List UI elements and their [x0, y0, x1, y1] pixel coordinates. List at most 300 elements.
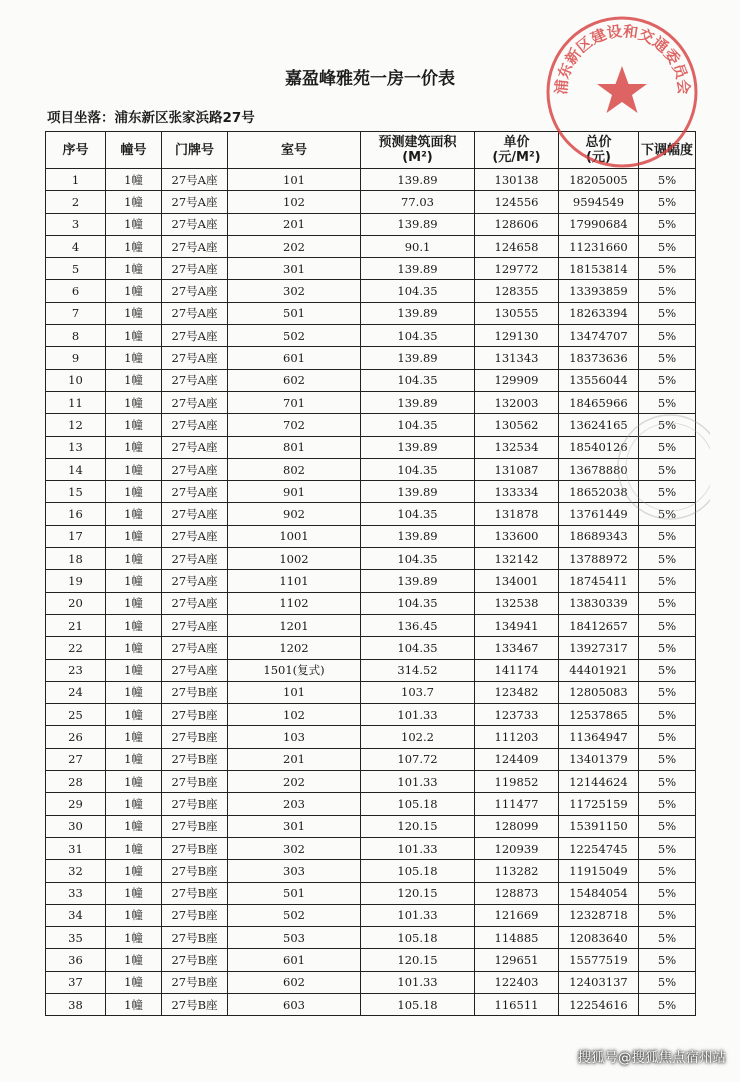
cell-building: 1幢: [106, 837, 162, 859]
cell-building: 1幢: [106, 347, 162, 369]
cell-total-price: 12537865: [559, 704, 639, 726]
cell-total-price: 18689343: [559, 525, 639, 547]
cell-door-number: 27号A座: [162, 414, 228, 436]
cell-index: 10: [46, 369, 106, 391]
cell-room: 1102: [228, 592, 361, 614]
cell-room: 802: [228, 458, 361, 480]
cell-index: 15: [46, 481, 106, 503]
cell-index: 25: [46, 704, 106, 726]
cell-index: 35: [46, 927, 106, 949]
cell-room: 501: [228, 882, 361, 904]
cell-total-price: 18652038: [559, 481, 639, 503]
table-row: [46, 704, 696, 726]
cell-unit-price: 128099: [475, 815, 559, 837]
cell-index: 29: [46, 793, 106, 815]
cell-unit-price: 128606: [475, 213, 559, 235]
cell-area: 120.15: [361, 815, 475, 837]
cell-index: 36: [46, 949, 106, 971]
cell-building: 1幢: [106, 458, 162, 480]
cell-discount: 5%: [639, 458, 696, 480]
cell-area: 101.33: [361, 971, 475, 993]
cell-area: 101.33: [361, 771, 475, 793]
cell-total-price: 13788972: [559, 548, 639, 570]
table-row: [46, 436, 696, 458]
cell-total-price: 12083640: [559, 927, 639, 949]
location-label: 项目坐落：: [47, 110, 115, 126]
cell-building: 1幢: [106, 793, 162, 815]
table-row: [46, 258, 696, 280]
table-row: [46, 213, 696, 235]
cell-total-price: 18205005: [559, 169, 639, 191]
cell-unit-price: 124658: [475, 235, 559, 257]
cell-index: 31: [46, 837, 106, 859]
cell-unit-price: 131087: [475, 458, 559, 480]
cell-door-number: 27号B座: [162, 927, 228, 949]
table-row: [46, 369, 696, 391]
table-row: [46, 971, 696, 993]
cell-room: 101: [228, 169, 361, 191]
cell-index: 23: [46, 659, 106, 681]
cell-unit-price: 131878: [475, 503, 559, 525]
cell-building: 1幢: [106, 726, 162, 748]
cell-building: 1幢: [106, 391, 162, 413]
cell-area: 139.89: [361, 570, 475, 592]
cell-building: 1幢: [106, 302, 162, 324]
cell-discount: 5%: [639, 748, 696, 770]
cell-building: 1幢: [106, 570, 162, 592]
cell-total-price: 18745411: [559, 570, 639, 592]
cell-discount: 5%: [639, 570, 696, 592]
table-row: [46, 637, 696, 659]
cell-unit-price: 129130: [475, 325, 559, 347]
table-row: [46, 837, 696, 859]
cell-unit-price: 132142: [475, 548, 559, 570]
cell-index: 24: [46, 681, 106, 703]
cell-area: 104.35: [361, 369, 475, 391]
cell-unit-price: 124556: [475, 191, 559, 213]
cell-index: 11: [46, 391, 106, 413]
table-row: [46, 993, 696, 1015]
table-row: [46, 882, 696, 904]
cell-door-number: 27号A座: [162, 191, 228, 213]
cell-index: 18: [46, 548, 106, 570]
cell-room: 502: [228, 904, 361, 926]
cell-total-price: 17990684: [559, 213, 639, 235]
header-total-price-unit: (元): [586, 150, 611, 165]
cell-building: 1幢: [106, 169, 162, 191]
cell-building: 1幢: [106, 191, 162, 213]
cell-index: 27: [46, 748, 106, 770]
cell-unit-price: 133600: [475, 525, 559, 547]
cell-building: 1幢: [106, 927, 162, 949]
table-row: [46, 525, 696, 547]
cell-area: 104.35: [361, 325, 475, 347]
seal-text: 浦东新区建设和交通委员会: [552, 22, 693, 96]
cell-unit-price: 129772: [475, 258, 559, 280]
header-unit-price-label: 单价: [503, 135, 530, 150]
cell-total-price: 13474707: [559, 325, 639, 347]
cell-door-number: 27号B座: [162, 949, 228, 971]
cell-building: 1幢: [106, 592, 162, 614]
cell-building: 1幢: [106, 971, 162, 993]
cell-total-price: 44401921: [559, 659, 639, 681]
cell-index: 5: [46, 258, 106, 280]
cell-room: 601: [228, 949, 361, 971]
cell-index: 37: [46, 971, 106, 993]
table-row: [46, 904, 696, 926]
cell-unit-price: 128355: [475, 280, 559, 302]
price-table: [45, 131, 696, 1016]
cell-discount: 5%: [639, 904, 696, 926]
cell-index: 14: [46, 458, 106, 480]
cell-index: 9: [46, 347, 106, 369]
cell-discount: 5%: [639, 481, 696, 503]
table-row: [46, 592, 696, 614]
cell-unit-price: 141174: [475, 659, 559, 681]
cell-total-price: 13624165: [559, 414, 639, 436]
cell-discount: 5%: [639, 993, 696, 1015]
cell-door-number: 27号B座: [162, 837, 228, 859]
cell-discount: 5%: [639, 681, 696, 703]
table-row: [46, 481, 696, 503]
cell-index: 13: [46, 436, 106, 458]
table-row: [46, 235, 696, 257]
header-unit-price-unit: (元/M²): [492, 150, 541, 165]
cell-area: 104.35: [361, 637, 475, 659]
cell-room: 603: [228, 993, 361, 1015]
cell-discount: 5%: [639, 949, 696, 971]
cell-door-number: 27号B座: [162, 704, 228, 726]
cell-unit-price: 113282: [475, 860, 559, 882]
cell-discount: 5%: [639, 325, 696, 347]
cell-door-number: 27号A座: [162, 391, 228, 413]
cell-building: 1幢: [106, 904, 162, 926]
cell-total-price: 13556044: [559, 369, 639, 391]
cell-discount: 5%: [639, 815, 696, 837]
cell-discount: 5%: [639, 169, 696, 191]
cell-area: 102.2: [361, 726, 475, 748]
cell-unit-price: 129909: [475, 369, 559, 391]
header-building: 幢号: [106, 132, 162, 169]
cell-discount: 5%: [639, 771, 696, 793]
cell-area: 104.35: [361, 414, 475, 436]
cell-door-number: 27号B座: [162, 971, 228, 993]
cell-index: 22: [46, 637, 106, 659]
cell-room: 103: [228, 726, 361, 748]
cell-index: 21: [46, 614, 106, 636]
cell-discount: 5%: [639, 191, 696, 213]
cell-unit-price: 116511: [475, 993, 559, 1015]
cell-area: 139.89: [361, 258, 475, 280]
table-row: [46, 860, 696, 882]
cell-door-number: 27号B座: [162, 793, 228, 815]
cell-area: 314.52: [361, 659, 475, 681]
cell-building: 1幢: [106, 681, 162, 703]
cell-room: 502: [228, 325, 361, 347]
cell-index: 3: [46, 213, 106, 235]
cell-area: 104.35: [361, 592, 475, 614]
cell-room: 302: [228, 837, 361, 859]
cell-area: 105.18: [361, 993, 475, 1015]
cell-unit-price: 114885: [475, 927, 559, 949]
cell-door-number: 27号A座: [162, 659, 228, 681]
cell-door-number: 27号A座: [162, 614, 228, 636]
cell-door-number: 27号B座: [162, 882, 228, 904]
cell-door-number: 27号B座: [162, 771, 228, 793]
cell-unit-price: 119852: [475, 771, 559, 793]
table-row: [46, 548, 696, 570]
cell-door-number: 27号A座: [162, 213, 228, 235]
cell-index: 28: [46, 771, 106, 793]
cell-index: 26: [46, 726, 106, 748]
cell-room: 301: [228, 815, 361, 837]
cell-door-number: 27号A座: [162, 347, 228, 369]
cell-unit-price: 111477: [475, 793, 559, 815]
cell-building: 1幢: [106, 949, 162, 971]
cell-unit-price: 120939: [475, 837, 559, 859]
table-row: [46, 570, 696, 592]
cell-discount: 5%: [639, 659, 696, 681]
cell-building: 1幢: [106, 614, 162, 636]
cell-index: 7: [46, 302, 106, 324]
cell-unit-price: 134941: [475, 614, 559, 636]
table-row: [46, 391, 696, 413]
location-value: 浦东新区张家浜路27号: [114, 110, 255, 126]
cell-total-price: 18263394: [559, 302, 639, 324]
cell-discount: 5%: [639, 503, 696, 525]
cell-total-price: 12805083: [559, 681, 639, 703]
cell-area: 77.03: [361, 191, 475, 213]
cell-room: 602: [228, 971, 361, 993]
cell-total-price: 13830339: [559, 592, 639, 614]
cell-room: 202: [228, 235, 361, 257]
project-location: [47, 106, 255, 126]
cell-room: 303: [228, 860, 361, 882]
cell-room: 101: [228, 681, 361, 703]
table-row: [46, 503, 696, 525]
cell-area: 105.18: [361, 860, 475, 882]
cell-area: 139.89: [361, 213, 475, 235]
cell-area: 104.35: [361, 458, 475, 480]
cell-door-number: 27号B座: [162, 815, 228, 837]
cell-index: 2: [46, 191, 106, 213]
cell-index: 32: [46, 860, 106, 882]
cell-building: 1幢: [106, 414, 162, 436]
cell-area: 120.15: [361, 949, 475, 971]
header-room: 室号: [228, 132, 361, 169]
cell-area: 139.89: [361, 436, 475, 458]
cell-unit-price: 128873: [475, 882, 559, 904]
cell-building: 1幢: [106, 258, 162, 280]
cell-discount: 5%: [639, 592, 696, 614]
cell-unit-price: 130138: [475, 169, 559, 191]
cell-building: 1幢: [106, 436, 162, 458]
cell-building: 1幢: [106, 659, 162, 681]
cell-building: 1幢: [106, 235, 162, 257]
cell-room: 501: [228, 302, 361, 324]
cell-index: 19: [46, 570, 106, 592]
cell-area: 120.15: [361, 882, 475, 904]
cell-index: 33: [46, 882, 106, 904]
cell-total-price: 15391150: [559, 815, 639, 837]
cell-discount: 5%: [639, 414, 696, 436]
cell-building: 1幢: [106, 525, 162, 547]
cell-area: 139.89: [361, 169, 475, 191]
cell-area: 139.89: [361, 347, 475, 369]
cell-door-number: 27号A座: [162, 302, 228, 324]
cell-building: 1幢: [106, 771, 162, 793]
cell-area: 136.45: [361, 614, 475, 636]
cell-discount: 5%: [639, 280, 696, 302]
cell-room: 1501(复式): [228, 659, 361, 681]
cell-room: 901: [228, 481, 361, 503]
cell-unit-price: 123482: [475, 681, 559, 703]
cell-discount: 5%: [639, 369, 696, 391]
cell-index: 8: [46, 325, 106, 347]
table-row: [46, 325, 696, 347]
cell-total-price: 12254616: [559, 993, 639, 1015]
cell-room: 902: [228, 503, 361, 525]
cell-building: 1幢: [106, 882, 162, 904]
cell-index: 6: [46, 280, 106, 302]
header-index: 序号: [46, 132, 106, 169]
table-row: [46, 280, 696, 302]
cell-room: 801: [228, 436, 361, 458]
cell-room: 203: [228, 793, 361, 815]
cell-discount: 5%: [639, 258, 696, 280]
cell-building: 1幢: [106, 815, 162, 837]
cell-total-price: 11915049: [559, 860, 639, 882]
cell-door-number: 27号A座: [162, 458, 228, 480]
cell-room: 302: [228, 280, 361, 302]
cell-index: 1: [46, 169, 106, 191]
cell-door-number: 27号A座: [162, 280, 228, 302]
cell-area: 101.33: [361, 904, 475, 926]
cell-building: 1幢: [106, 548, 162, 570]
cell-discount: 5%: [639, 235, 696, 257]
cell-room: 601: [228, 347, 361, 369]
cell-total-price: 9594549: [559, 191, 639, 213]
header-unit-price: [475, 132, 559, 169]
cell-room: 102: [228, 704, 361, 726]
cell-index: 34: [46, 904, 106, 926]
cell-building: 1幢: [106, 213, 162, 235]
cell-area: 101.33: [361, 837, 475, 859]
cell-discount: 5%: [639, 860, 696, 882]
cell-total-price: 13927317: [559, 637, 639, 659]
cell-unit-price: 121669: [475, 904, 559, 926]
table-row: [46, 726, 696, 748]
table-row: [46, 302, 696, 324]
table-row: [46, 191, 696, 213]
table-row: [46, 815, 696, 837]
cell-total-price: 15484054: [559, 882, 639, 904]
cell-building: 1幢: [106, 481, 162, 503]
cell-room: 1101: [228, 570, 361, 592]
cell-unit-price: 123733: [475, 704, 559, 726]
cell-room: 602: [228, 369, 361, 391]
header-total-price-label: 总价: [585, 135, 612, 150]
cell-index: 12: [46, 414, 106, 436]
cell-door-number: 27号B座: [162, 726, 228, 748]
cell-room: 202: [228, 771, 361, 793]
table-header-row: [46, 132, 696, 169]
cell-door-number: 27号B座: [162, 993, 228, 1015]
table-row: [46, 169, 696, 191]
cell-discount: 5%: [639, 793, 696, 815]
cell-discount: 5%: [639, 637, 696, 659]
table-row: [46, 793, 696, 815]
cell-discount: 5%: [639, 882, 696, 904]
cell-room: 1002: [228, 548, 361, 570]
cell-discount: 5%: [639, 614, 696, 636]
cell-unit-price: 132538: [475, 592, 559, 614]
cell-unit-price: 122403: [475, 971, 559, 993]
table-row: [46, 458, 696, 480]
table-row: [46, 659, 696, 681]
cell-total-price: 18412657: [559, 614, 639, 636]
header-total-price: [559, 132, 639, 169]
cell-unit-price: 130562: [475, 414, 559, 436]
cell-discount: 5%: [639, 213, 696, 235]
cell-room: 702: [228, 414, 361, 436]
cell-total-price: 13393859: [559, 280, 639, 302]
cell-room: 503: [228, 927, 361, 949]
cell-door-number: 27号B座: [162, 904, 228, 926]
cell-building: 1幢: [106, 748, 162, 770]
cell-total-price: 18373636: [559, 347, 639, 369]
cell-area: 139.89: [361, 481, 475, 503]
cell-total-price: 11231660: [559, 235, 639, 257]
cell-room: 201: [228, 213, 361, 235]
cell-door-number: 27号B座: [162, 860, 228, 882]
cell-building: 1幢: [106, 704, 162, 726]
document-title: 嘉盈峰雅苑一房一价表: [285, 69, 455, 89]
cell-total-price: 13678880: [559, 458, 639, 480]
cell-discount: 5%: [639, 927, 696, 949]
cell-door-number: 27号A座: [162, 369, 228, 391]
cell-unit-price: 133334: [475, 481, 559, 503]
cell-door-number: 27号A座: [162, 325, 228, 347]
cell-door-number: 27号A座: [162, 503, 228, 525]
cell-discount: 5%: [639, 436, 696, 458]
cell-discount: 5%: [639, 548, 696, 570]
cell-area: 104.35: [361, 503, 475, 525]
cell-discount: 5%: [639, 726, 696, 748]
cell-area: 101.33: [361, 704, 475, 726]
cell-area: 139.89: [361, 525, 475, 547]
cell-door-number: 27号B座: [162, 681, 228, 703]
header-area: [361, 132, 475, 169]
cell-building: 1幢: [106, 325, 162, 347]
table-row: [46, 748, 696, 770]
table-row: [46, 681, 696, 703]
cell-unit-price: 130555: [475, 302, 559, 324]
cell-room: 701: [228, 391, 361, 413]
cell-room: 102: [228, 191, 361, 213]
cell-door-number: 27号A座: [162, 592, 228, 614]
cell-index: 30: [46, 815, 106, 837]
cell-door-number: 27号A座: [162, 637, 228, 659]
cell-door-number: 27号A座: [162, 548, 228, 570]
cell-room: 1001: [228, 525, 361, 547]
cell-index: 16: [46, 503, 106, 525]
cell-door-number: 27号A座: [162, 235, 228, 257]
cell-door-number: 27号A座: [162, 436, 228, 458]
cell-discount: 5%: [639, 347, 696, 369]
cell-door-number: 27号A座: [162, 525, 228, 547]
cell-building: 1幢: [106, 637, 162, 659]
